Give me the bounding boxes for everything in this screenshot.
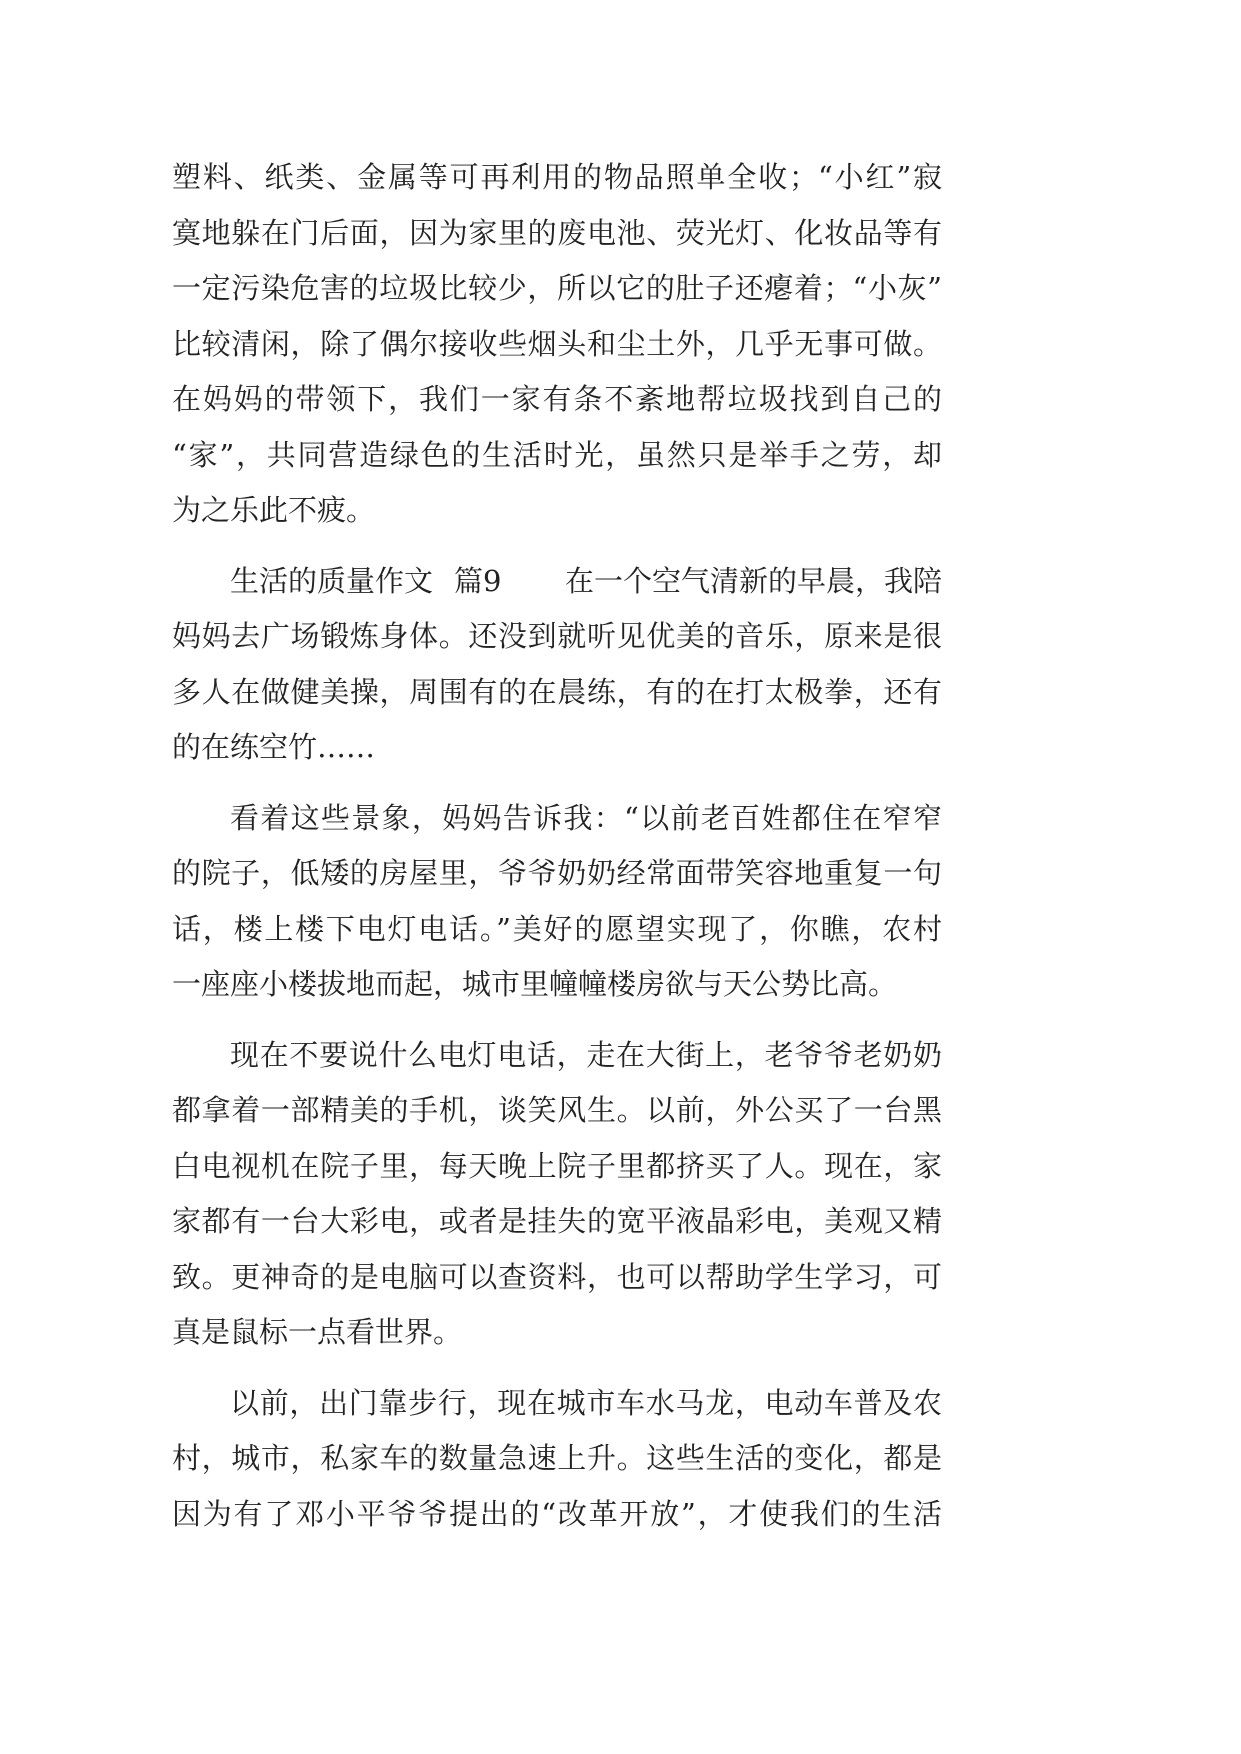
text-line: 致。更神奇的是电脑可以查资料，也可以帮助学生学习，可 xyxy=(172,1259,942,1294)
text-line: 一定污染危害的垃圾比较少，所以它的肚子还瘪着；“小灰” xyxy=(172,271,942,305)
text-line: 为之乐此不疲。 xyxy=(172,493,376,527)
paragraph xyxy=(172,1376,942,1543)
essay-title: 生活的质量作文 xyxy=(230,563,434,598)
text-line: 都拿着一部精美的手机，谈笑风生。以前，外公买了一台黑 xyxy=(172,1093,942,1127)
text-line: 村，城市，私家车的数量急速上升。这些生活的变化，都是 xyxy=(172,1441,942,1475)
text-line: 家都有一台大彩电，或者是挂失的宽平液晶彩电，美观又精 xyxy=(172,1204,942,1238)
paragraph xyxy=(172,791,942,1013)
text-line: 妈妈去广场锻炼身体。还没到就听见优美的音乐，原来是很 xyxy=(172,619,942,653)
paragraph xyxy=(172,150,942,539)
text-line: 话，楼上楼下电灯电话。”美好的愿望实现了，你瞧，农村 xyxy=(172,911,942,946)
text-line: 塑料、纸类、金属等可再利用的物品照单全收；“小红”寂 xyxy=(172,160,942,194)
text-line: 现在不要说什么电灯电话，走在大街上，老爷爷老奶奶 xyxy=(230,1037,942,1072)
text-line: 真是鼠标一点看世界。 xyxy=(172,1315,463,1349)
paragraph xyxy=(172,554,942,776)
text-line: 白电视机在院子里，每天晚上院子里都挤买了人。现在，家 xyxy=(172,1148,942,1183)
text-line: 以前，出门靠步行，现在城市车水马龙，电动车普及农 xyxy=(230,1385,942,1420)
heading-line xyxy=(172,554,942,610)
essay-number: 篇9 xyxy=(454,563,502,598)
text-line: 比较清闲，除了偶尔接收些烟头和尘土外，几乎无事可做。 xyxy=(172,326,942,361)
paragraph xyxy=(172,1028,942,1361)
text-line: 在妈妈的带领下，我们一家有条不紊地帮垃圾找到自己的 xyxy=(172,382,942,416)
document-body xyxy=(172,150,942,1542)
text-line: 因为有了邓小平爷爷提出的“改革开放”，才使我们的生活 xyxy=(172,1496,942,1531)
text-line: 看着这些景象，妈妈告诉我：“以前老百姓都住在窄窄 xyxy=(230,800,942,835)
text-line: 的在练空竹…… xyxy=(172,730,376,764)
text-line: 在一个空气清新的早晨，我陪 xyxy=(564,563,942,598)
text-line: 寞地躲在门后面，因为家里的废电池、荧光灯、化妆品等有 xyxy=(172,215,942,250)
text-line: “家”，共同营造绿色的生活时光，虽然只是举手之劳，却 xyxy=(172,437,942,472)
text-line: 一座座小楼拔地而起，城市里幢幢楼房欲与天公势比高。 xyxy=(172,967,898,1001)
text-line: 多人在做健美操，周围有的在晨练，有的在打太极拳，还有 xyxy=(172,674,942,709)
text-line: 的院子，低矮的房屋里，爷爷奶奶经常面带笑容地重复一句 xyxy=(172,856,942,890)
